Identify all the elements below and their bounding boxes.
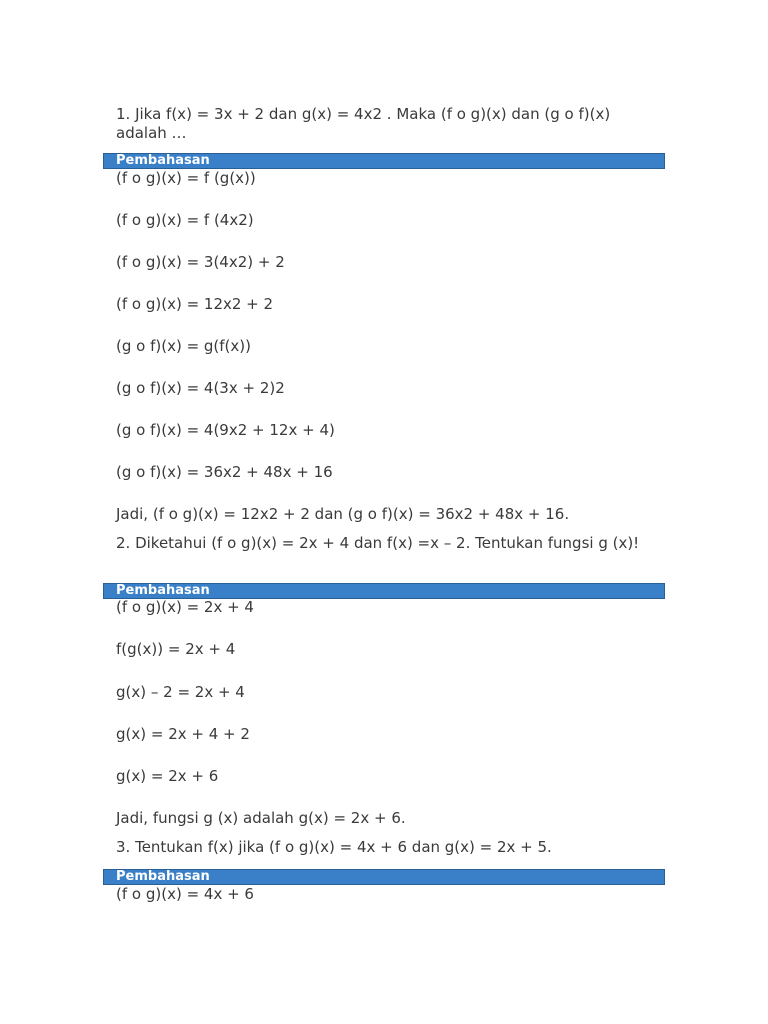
solution-conclusion-2: Jadi, fungsi g (x) adalah g(x) = 2x + 6. bbox=[116, 809, 406, 827]
solution-step: (g o f)(x) = g(f(x)) bbox=[116, 337, 251, 355]
solution-step: (f o g)(x) = f (4x2) bbox=[116, 211, 254, 229]
solution-conclusion-1: Jadi, (f o g)(x) = 12x2 + 2 dan (g o f)(x) = 36x2 + 48x + 16. bbox=[116, 505, 570, 523]
solution-step: (g o f)(x) = 4(3x + 2)2 bbox=[116, 379, 285, 397]
question-3: 3. Tentukan f(x) jika (f o g)(x) = 4x + 6 dan g(x) = 2x + 5. bbox=[116, 838, 552, 856]
solution-header-label: Pembahasan bbox=[116, 869, 210, 884]
solution-header-label: Pembahasan bbox=[116, 583, 210, 598]
solution-step: g(x) = 2x + 6 bbox=[116, 767, 219, 785]
question-1: 1. Jika f(x) = 3x + 2 dan g(x) = 4x2 . Maka (f o g)(x) dan (g o f)(x) adalah … bbox=[116, 105, 611, 142]
solution-header-2 bbox=[103, 583, 665, 599]
solution-step: (f o g)(x) = 2x + 4 bbox=[116, 598, 254, 616]
solution-step: (f o g)(x) = 4x + 6 bbox=[116, 885, 254, 903]
solution-step: g(x) = 2x + 4 + 2 bbox=[116, 725, 250, 743]
solution-header-label: Pembahasan bbox=[116, 153, 210, 168]
solution-step: (f o g)(x) = 12x2 + 2 bbox=[116, 295, 274, 313]
solution-header-3 bbox=[103, 869, 665, 885]
solution-step: g(x) – 2 = 2x + 4 bbox=[116, 683, 245, 701]
solution-step: f(g(x)) = 2x + 4 bbox=[116, 640, 236, 658]
solution-step: (g o f)(x) = 4(9x2 + 12x + 4) bbox=[116, 421, 335, 439]
question-2: 2. Diketahui (f o g)(x) = 2x + 4 dan f(x) =x – 2. Tentukan fungsi g (x)! bbox=[116, 534, 640, 552]
solution-header-1 bbox=[103, 153, 665, 169]
solution-step: (g o f)(x) = 36x2 + 48x + 16 bbox=[116, 463, 333, 481]
solution-step: (f o g)(x) = 3(4x2) + 2 bbox=[116, 253, 285, 271]
solution-step: (f o g)(x) = f (g(x)) bbox=[116, 169, 256, 187]
